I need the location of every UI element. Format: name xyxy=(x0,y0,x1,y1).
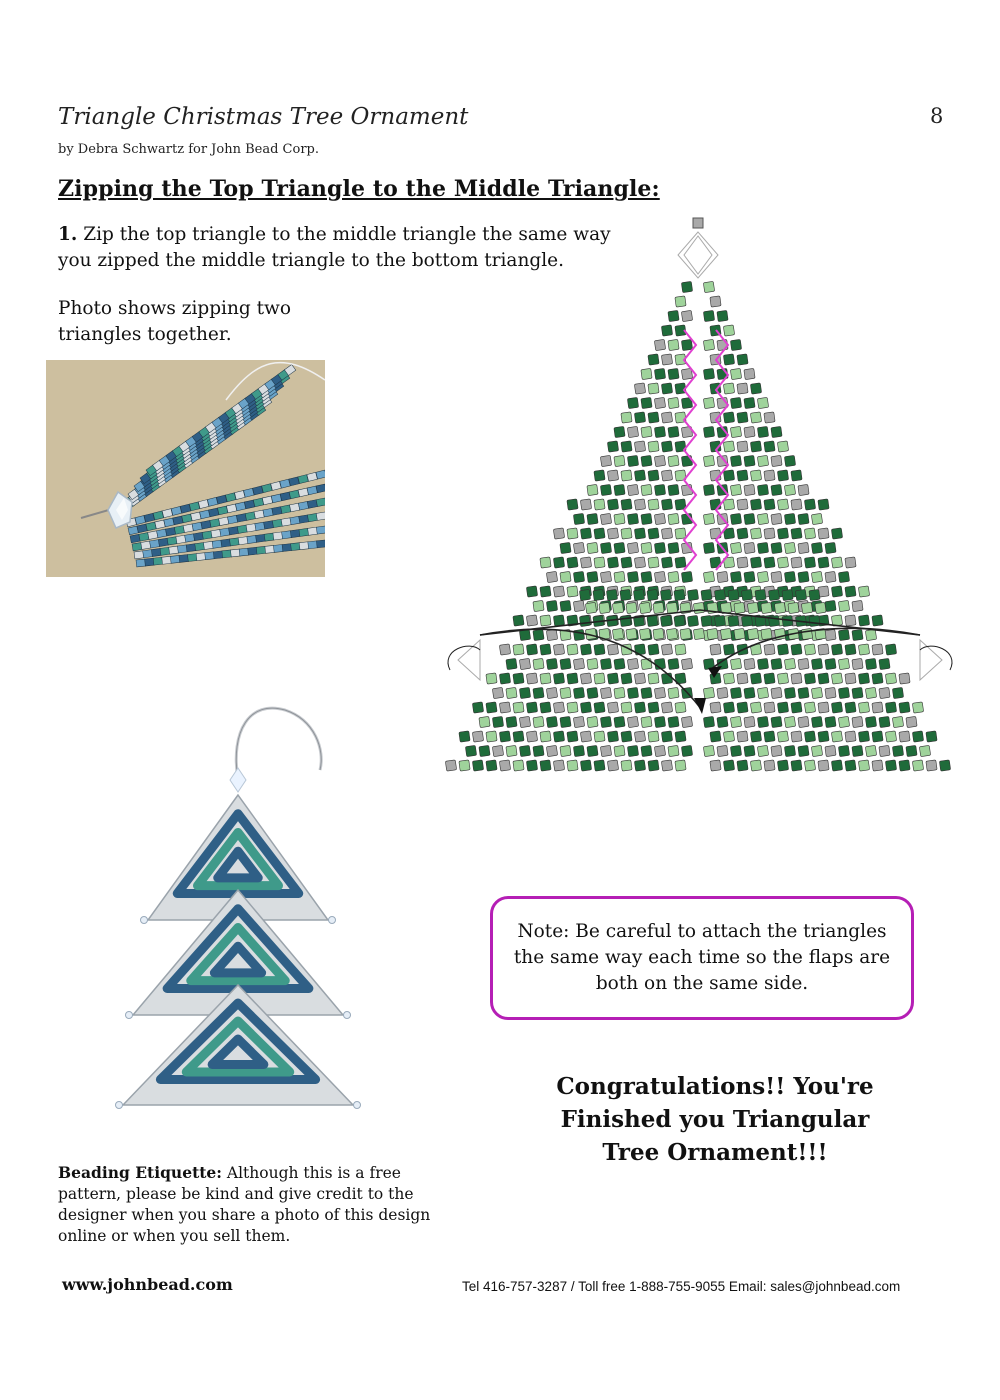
thread-paths xyxy=(480,330,920,714)
contact-info: Tel 416-757-3287 / Toll free 1-888-755-9055 Email: sales@johnbead.com xyxy=(462,1279,901,1294)
congrats-line-3: Tree Ornament!!! xyxy=(602,1139,828,1166)
page-number: 8 xyxy=(930,104,944,128)
congratulations-message xyxy=(530,1070,900,1169)
section-heading: Zipping the Top Triangle to the Middle Triangle: xyxy=(58,176,660,202)
website-link[interactable]: www.johnbead.com xyxy=(62,1275,233,1294)
note-box xyxy=(490,896,914,1020)
byline: by Debra Schwartz for John Bead Corp. xyxy=(58,142,319,157)
photo-caption: Photo shows zipping two triangles together. xyxy=(58,298,292,345)
beading-etiquette xyxy=(58,1162,458,1247)
note-text: Note: Be careful to attach the triangles the same way each time so the flaps are both on the same side. xyxy=(513,921,891,994)
congrats-line-2: Finished you Triangular xyxy=(560,1106,870,1133)
zipping-photo xyxy=(46,360,325,577)
congrats-line-1: Congratulations!! You're xyxy=(556,1073,874,1100)
step-text: Zip the top triangle to the middle triangle the same way you zipped the middle triangle to the bottom triangle. xyxy=(58,224,611,271)
zipping-diagram xyxy=(440,210,960,780)
document-title: Triangle Christmas Tree Ornament xyxy=(58,104,469,130)
step-number: 1. xyxy=(58,224,78,245)
finished-ornament-illustration xyxy=(90,690,400,1110)
zipping-photo-illustration xyxy=(46,360,325,577)
finished-ornament-photo xyxy=(90,690,400,1110)
top-bead-loop xyxy=(678,218,718,278)
etiquette-label: Beading Etiquette: xyxy=(58,1163,222,1182)
etiquette-text: Although this is a free pattern, please be kind and give credit to the designer when you share a photo of this design online or when you sell them. xyxy=(58,1164,431,1245)
